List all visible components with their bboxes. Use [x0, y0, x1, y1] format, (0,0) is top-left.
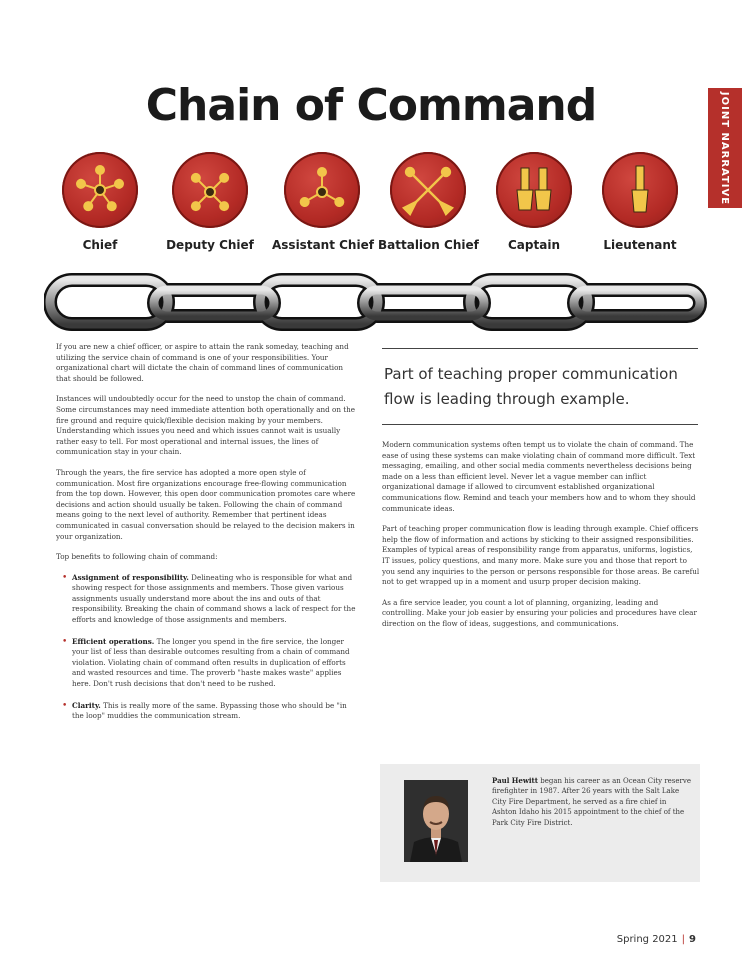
benefits-list [62, 573, 356, 722]
one-bugle-icon [602, 152, 678, 228]
list-item [62, 637, 356, 690]
section-tab [708, 88, 742, 208]
rank-label: Assistant Chief [272, 238, 374, 252]
list-item-body: Delineating who is responsible for what and showing respect for those assignments and members. Those given various assignments usually understand more about the ins and outs of that responsibility. Breaking the chain of command shows a lack of respect for the efforts and knowledge of those assignments and members. [72, 572, 356, 625]
rank-insignia-row [56, 152, 696, 262]
paragraph: As a fire service leader, you count a lot of planning, organizing, leading and controlling. Make your job easier by ensuring your policies and procedures have clear direction on the flow of ideas, suggestions, and communications. [382, 597, 697, 628]
list-item-heading: Clarity. [72, 700, 101, 710]
page-footer [617, 934, 696, 945]
author-name: Paul Hewitt [492, 776, 539, 785]
list-item-body: The longer you spend in the fire service, the longer your list of less than desirable outcomes resulting from a chain of command violation. Violating chain of command often results in duplication of efforts and wasted resources and time. The proverb "haste makes waste" applies here. Don't rush decisions that don't need to be rushed. [72, 636, 350, 689]
list-item-heading: Efficient operations. [72, 636, 155, 646]
two-bugles-icon [496, 152, 572, 228]
paragraph: Part of teaching proper communication flow is leading through example. Chief officers help the flow of information and actions by sticking to their assigned responsibilities. Examples of typical areas of responsibility range from apparatus, uniforms, logistics, IT issues, policy questions, and many more. Make sure you and those that report to you send any inquiries to the person or persons responsible for those areas. Be careful not to get wrapped up in a moment and usurp proper decision making. [382, 524, 700, 587]
author-photo [404, 780, 468, 862]
article-right-column [382, 440, 700, 640]
rank-captain [484, 152, 584, 252]
article-left-column [56, 342, 356, 733]
paragraph: Through the years, the fire service has adopted a more open style of communication. Most fire organizations encourage free-flowing communication from the top down. However, this open door communication promotes care where decisions and action should usually be taken. Following the chain of command means going to the next level of authority. Remember that pertinent ideas communicated in casual conversation should be relayed to the decision makers in your organization. [56, 467, 356, 541]
rank-label: Lieutenant [603, 238, 677, 252]
rank-label: Captain [508, 238, 560, 252]
rank-chief [50, 152, 150, 252]
author-bio [380, 764, 700, 882]
page-number: 9 [689, 934, 696, 945]
three-trumpets-icon [284, 152, 360, 228]
paragraph: Top benefits to following chain of command: [56, 552, 218, 562]
author-bio-body: began his career as an Ocean City reserve firefighter in 1987. After 26 years with the Salt Lake City Fire Department, he served as a fire chief in Ashton Idaho his 2015 appointment to the chief of the Park City Fire District. [492, 777, 691, 827]
rank-deputy-chief [160, 152, 260, 252]
list-item [62, 573, 356, 626]
paragraph: Modern communication systems often tempt us to violate the chain of command. The ease of using these systems can make violating chain of command more difficult. Text messaging, emailing, and other social media comments nevertheless decisions being made on a less than efficient level. Never let a vague member can inflict organizational damage if allowed to circumvent established organizational communications flow. Remind and teach your members how and to whom they should communicate ideas. [382, 440, 696, 513]
list-item-heading: Assignment of responsibility. [72, 572, 189, 582]
rank-lieutenant [590, 152, 690, 252]
author-bio-text [492, 776, 692, 828]
pull-quote-rule-top [382, 348, 698, 349]
paragraph: If you are new a chief officer, or aspire to attain the rank someday, teaching and utilizing the service chain of command is one of your responsibilities. Your organizational chart will dictate the chain of command lines of communication that should be followed. [56, 342, 349, 383]
four-trumpets-icon [172, 152, 248, 228]
five-trumpets-icon [62, 152, 138, 228]
list-item [62, 701, 356, 722]
pull-quote-rule-bottom [382, 424, 698, 425]
two-crossed-trumpets-icon [390, 152, 466, 228]
footer-divider: | [681, 934, 686, 945]
chain-illustration [44, 268, 708, 338]
page-title: Chain of Command [145, 80, 597, 131]
list-item-body: This is really more of the same. Bypassing those who should be "in the loop" muddies the communication stream. [72, 700, 347, 721]
rank-assistant-chief [272, 152, 372, 252]
rank-label: Battalion Chief [378, 238, 479, 252]
paragraph: Instances will undoubtedly occur for the need to unstop the chain of command. Some circumstances may need immediate attention both operationally and on the fire ground and require quick/flexible decision making by your members. Understanding which issues you need and which issues cannot wait is usually rather easy to tell. For most operational and internal issues, the lines of communication stay in your chain. [56, 394, 356, 457]
rank-label: Deputy Chief [166, 238, 254, 252]
issue-label: Spring 2021 [616, 934, 678, 945]
section-tab-label: JOINT NARRATIVE [719, 91, 731, 205]
rank-label: Chief [82, 238, 118, 252]
pull-quote: Part of teaching proper communication flow is leading through example. [384, 365, 678, 408]
rank-battalion-chief [378, 152, 478, 252]
